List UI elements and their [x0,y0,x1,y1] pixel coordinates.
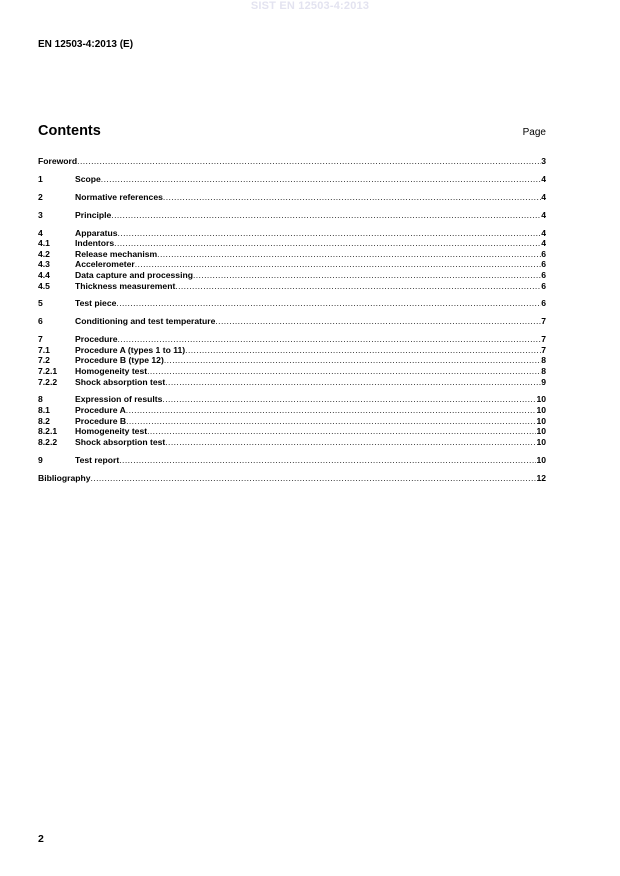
toc-entry-title: Bibliography [38,472,91,483]
toc-entry-page: 3 [541,156,546,166]
toc-entry-page: 6 [541,259,546,270]
toc-entry-title: Principle [75,209,112,220]
toc-entry-page: 6 [541,280,546,291]
toc-entry-page: 10 [536,415,546,426]
toc-entry[interactable] [38,426,546,437]
toc-entry[interactable] [38,298,546,309]
toc-entry-page: 6 [541,298,546,309]
toc-entry-page: 12 [536,472,546,483]
toc-entry-page: 4 [541,173,546,184]
toc-entry-page: 4 [541,191,546,202]
toc-entry-number: 7.2 [38,355,50,366]
toc-entry-number: 9 [38,454,43,465]
toc-leader-dots [119,455,536,466]
toc-entry-title: Procedure B [75,415,127,426]
toc-entry-title: Thickness measurement [75,280,176,291]
toc-entry-page: 7 [541,334,546,345]
toc-entry-number: 4.3 [38,259,50,270]
toc-entry-title: Procedure B (type 12) [75,355,164,366]
document-id: EN 12503-4:2013 (E) [38,39,134,50]
toc-entry[interactable] [38,334,546,345]
toc-entry[interactable] [38,156,546,167]
toc-entry-number: 8.2.2 [38,436,58,447]
toc-leader-dots [147,426,536,437]
toc-entry-page: 10 [536,436,546,447]
toc-entry[interactable] [38,473,546,484]
toc-entry-title: Normative references [75,191,163,202]
toc-entry-title: Accelerometer [75,259,135,270]
toc-entry[interactable] [38,316,546,327]
toc-leader-dots [101,174,541,185]
toc-entry-page: 10 [536,454,546,465]
toc-leader-dots [114,238,541,249]
toc-entry-title: Shock absorption test [75,436,166,447]
toc-entry-number: 4.2 [38,248,50,259]
toc-leader-dots [185,345,541,356]
toc-entry-page: 10 [536,426,546,437]
toc-leader-dots [165,437,536,448]
toc-leader-dots [147,366,541,377]
toc-entry[interactable] [38,355,546,366]
toc-leader-dots [111,210,541,221]
toc-entry-page: 4 [541,209,546,220]
toc-entry-page: 8 [541,365,546,376]
toc-entry-number: 4.5 [38,280,50,291]
toc-entry-number: 7.2.1 [38,365,58,376]
toc-leader-dots [165,377,541,388]
toc-entry[interactable] [38,210,546,221]
toc-entry-number: 8.1 [38,405,50,416]
contents-heading: Contents [38,123,101,139]
toc-entry[interactable] [38,394,546,405]
toc-entry[interactable] [38,366,546,377]
toc-entry[interactable] [38,174,546,185]
toc-entry-page: 4 [541,227,546,238]
toc-leader-dots [77,156,541,167]
toc-entry-title: Release mechanism [75,248,158,259]
toc-entry-number: 5 [38,298,43,309]
toc-entry-title: Shock absorption test [75,376,166,387]
toc-entry-number: 8.2 [38,415,50,426]
toc-entry-page: 7 [541,344,546,355]
toc-entry-title: Expression of results [75,394,163,405]
toc-entry-title: Indentors [75,238,115,249]
toc-entry[interactable] [38,437,546,448]
toc-leader-dots [162,394,536,405]
toc-entry-title: Procedure A (types 1 to 11) [75,344,186,355]
toc-leader-dots [118,334,542,345]
toc-leader-dots [126,405,537,416]
toc-entry-page: 6 [541,248,546,259]
toc-entry-number: 6 [38,316,43,327]
toc-entry-page: 9 [541,376,546,387]
toc-entry-title: Data capture and processing [75,269,193,280]
toc-leader-dots [126,416,536,427]
toc-entry[interactable] [38,281,546,292]
toc-entry[interactable] [38,270,546,281]
toc-entry-number: 7.1 [38,344,50,355]
toc-entry-title: Conditioning and test temperature [75,316,216,327]
watermark: SIST EN 12503-4:2013 [250,0,370,12]
toc-entry-page: 7 [541,316,546,327]
toc-entry-number: 2 [38,191,43,202]
toc-entry[interactable] [38,249,546,260]
toc-leader-dots [91,473,537,484]
toc-entry[interactable] [38,259,546,270]
toc-entry-number: 1 [38,173,43,184]
toc-entry-page: 4 [541,238,546,249]
toc-leader-dots [193,270,541,281]
toc-leader-dots [135,259,542,270]
toc-entry-title: Homogeneity test [75,365,148,376]
toc-leader-dots [163,192,541,203]
toc-leader-dots [175,281,541,292]
toc-leader-dots [215,316,541,327]
toc-entry-number: 4.4 [38,269,50,280]
toc-entry-number: 4 [38,227,43,238]
toc-entry-page: 10 [536,394,546,405]
toc-entry-page: 8 [541,355,546,366]
toc-leader-dots [164,355,541,366]
toc-entry-page: 10 [536,405,546,416]
toc-entry-number: 4.1 [38,238,50,249]
toc-entry-title: Test piece [75,298,117,309]
toc-entry-number: 8 [38,394,43,405]
toc-entry-title: Procedure [75,334,118,345]
toc-entry-number: 7 [38,334,43,345]
toc-entry-number: 3 [38,209,43,220]
toc-entry-page: 6 [541,269,546,280]
toc-entry-title: Homogeneity test [75,426,148,437]
toc-entry[interactable] [38,238,546,249]
toc-entry-number: 7.2.2 [38,376,58,387]
toc-leader-dots [118,228,542,239]
toc-entry[interactable] [38,192,546,203]
toc-entry[interactable] [38,228,546,239]
toc-entry[interactable] [38,405,546,416]
page-column-label: Page [522,127,546,138]
toc-entry-title: Apparatus [75,227,118,238]
toc-entry[interactable] [38,345,546,356]
toc-leader-dots [116,298,541,309]
toc-entry[interactable] [38,416,546,427]
toc-entry[interactable] [38,455,546,466]
toc-entry-number: 8.2.1 [38,426,58,437]
toc-entry[interactable] [38,377,546,388]
page-number: 2 [38,833,44,845]
toc-leader-dots [157,249,541,260]
toc-entry-title: Scope [75,173,101,184]
toc-entry-title: Procedure A [75,405,126,416]
toc-entry-title: Foreword [38,156,78,166]
table-of-contents [38,156,546,483]
toc-entry-title: Test report [75,454,120,465]
